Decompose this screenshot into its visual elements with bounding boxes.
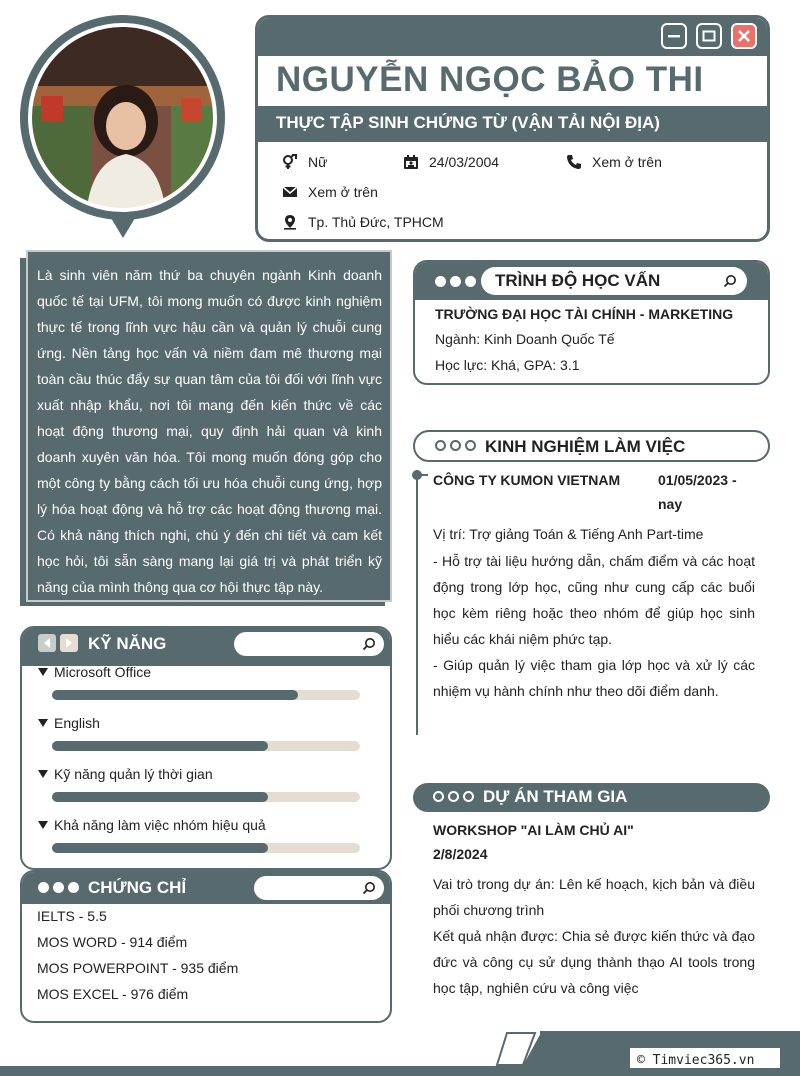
minimize-button[interactable] (661, 23, 687, 49)
timeline-tick (418, 474, 428, 476)
timeline-line (416, 470, 418, 735)
experience-date-start: 01/05/2023 - (658, 472, 737, 488)
dob-value: 24/03/2004 (429, 154, 500, 170)
gender-icon (282, 154, 298, 170)
experience-role: Vị trí: Trợ giảng Toán & Tiếng Anh Part-time (433, 526, 704, 542)
job-title: THỰC TẬP SINH CHỨNG TỪ (VẬN TẢI NỘI ĐỊA) (258, 106, 767, 142)
project-date: 2/8/2024 (433, 846, 488, 862)
search-icon (723, 274, 737, 288)
dots-outline-icon (435, 440, 476, 451)
dots-outline-icon (433, 791, 474, 802)
experience-duty: - Hỗ trợ tài liệu hướng dẫn, chấm điểm và các hoạt động trong lớp học, cũng như cung cấp các buổi học kèm riêng hoặc theo nhóm để giúp học sinh hiểu các khái niệm phức tạp. (433, 553, 755, 647)
project-name: WORKSHOP "AI LÀM CHỦ AI" (433, 822, 634, 838)
certificate-item: MOS POWERPOINT - 935 điểm (37, 960, 239, 976)
caret-down-icon (38, 821, 48, 829)
candidate-name: NGUYỄN NGỌC BẢO THI (276, 60, 704, 99)
skill-bar (52, 792, 360, 802)
calendar-icon (403, 154, 419, 170)
avatar-ring (30, 25, 215, 210)
close-icon (737, 29, 751, 43)
certificates-search-bar[interactable] (254, 876, 384, 900)
gender-value: Nữ (308, 154, 328, 170)
header-card (255, 15, 770, 242)
skill-item (38, 817, 266, 833)
experience-duty: - Giúp quản lý việc tham gia lớp học và xử lý các nhiệm vụ hành chính như theo dõi điểm danh. (433, 657, 755, 699)
phone-info (566, 154, 662, 170)
dob-info (403, 154, 499, 170)
parallelogram-icon (493, 1031, 539, 1067)
skill-bar (52, 690, 360, 700)
grade: Học lực: Khá, GPA: 3.1 (435, 357, 580, 373)
header-titlebar (258, 18, 767, 56)
email-info (282, 184, 378, 200)
skill-bar-fill (52, 690, 298, 700)
caret-down-icon (38, 770, 48, 778)
certificate-item: MOS WORD - 914 điểm (37, 934, 188, 950)
skill-bar-fill (52, 792, 268, 802)
education-title: TRÌNH ĐỘ HỌC VẤN (495, 271, 661, 290)
minimize-icon (667, 29, 681, 43)
prev-arrow-icon[interactable] (38, 634, 56, 652)
skill-bar (52, 741, 360, 751)
project-result: Kết quả nhận được: Chia sẻ được kiến thức và đạo đức và công cụ sử dụng thành thạo AI tools trong học tập, nghiên cứu và công việc (433, 928, 755, 996)
company-name: CÔNG TY KUMON VIETNAM (433, 472, 621, 488)
projects-header (413, 783, 770, 812)
dots-icon (38, 882, 79, 893)
phone-value: Xem ở trên (592, 154, 662, 170)
skills-search-bar[interactable] (234, 632, 384, 656)
next-arrow-icon[interactable] (60, 634, 78, 652)
certificate-item: IELTS - 5.5 (37, 908, 107, 924)
gender-info (282, 154, 327, 170)
copyright: © Timviec365.vn (637, 1053, 755, 1068)
experience-header (413, 430, 770, 462)
location-pin-icon (282, 214, 298, 230)
maximize-button[interactable] (696, 23, 722, 49)
skills-title: KỸ NĂNG (88, 634, 167, 653)
skill-bar-fill (52, 843, 268, 853)
certificates-title: CHỨNG CHỈ (88, 878, 187, 897)
school-name: TRƯỜNG ĐẠI HỌC TÀI CHÍNH - MARKETING (435, 306, 734, 322)
mail-icon (282, 184, 298, 200)
phone-icon (566, 154, 582, 170)
education-title-bar (481, 267, 747, 295)
experience-date-end: nay (658, 496, 683, 512)
career-summary: Là sinh viên năm thứ ba chuyên ngành Kinh doanh quốc tế tại UFM, tôi mong muốn có được kinh nghiệm thực tế trong lĩnh vực hậu cần và quản lý chuỗi cung ứng. Nền tảng học vấn và niềm đam mê thương mại toàn cầu thúc đẩy sự quan tâm của tôi đối với lĩnh vực xuất nhập khẩu, nơi tôi mang đến kiến thức về các hoạt động thương mại, quy định hải quan và kinh doanh xuyên văn hóa. Tôi mong muốn đóng góp cho một công ty bằng cách tối ưu hóa chuỗi cung ứng, hợp lý hóa hoạt động và hỗ trợ các hoạt động thương mại. Có khả năng thích nghi, chú ý đến chi tiết và cam kết học hỏi, tôi sẵn sàng mang lại giá trị và phát triển kỹ năng của mình thông qua cơ hội thực tập này. (26, 250, 392, 602)
address-value: Tp. Thủ Đức, TPHCM (308, 214, 444, 230)
dots-icon (435, 276, 476, 287)
avatar-pointer (111, 218, 135, 238)
search-icon (362, 637, 376, 651)
certificate-item: MOS EXCEL - 976 điểm (37, 986, 189, 1002)
skill-label: Khả năng làm việc nhóm hiệu quả (54, 817, 266, 833)
caret-down-icon (38, 668, 48, 676)
close-button[interactable] (731, 23, 757, 49)
maximize-icon (702, 29, 716, 43)
project-role: Vai trò trong dự án: Lên kế hoạch, kịch bản và điều phối chương trình (433, 876, 755, 918)
education-section (413, 260, 770, 385)
experience-title: KINH NGHIỆM LÀM VIỆC (485, 437, 686, 456)
address-info (282, 214, 444, 230)
skill-item (38, 715, 100, 731)
caret-down-icon (38, 719, 48, 727)
certificates-section (20, 870, 392, 1023)
skill-bar (52, 843, 360, 853)
email-value: Xem ở trên (308, 184, 378, 200)
major: Ngành: Kinh Doanh Quốc Tế (435, 331, 615, 347)
skill-item (38, 766, 213, 782)
projects-title: DỰ ÁN THAM GIA (483, 787, 628, 806)
skill-label: English (54, 715, 100, 731)
skill-bar-fill (52, 741, 268, 751)
skill-label: Microsoft Office (54, 664, 151, 680)
skills-section (20, 626, 392, 870)
skill-label: Kỹ năng quản lý thời gian (54, 766, 213, 782)
search-icon (362, 881, 376, 895)
skill-item (38, 664, 151, 680)
